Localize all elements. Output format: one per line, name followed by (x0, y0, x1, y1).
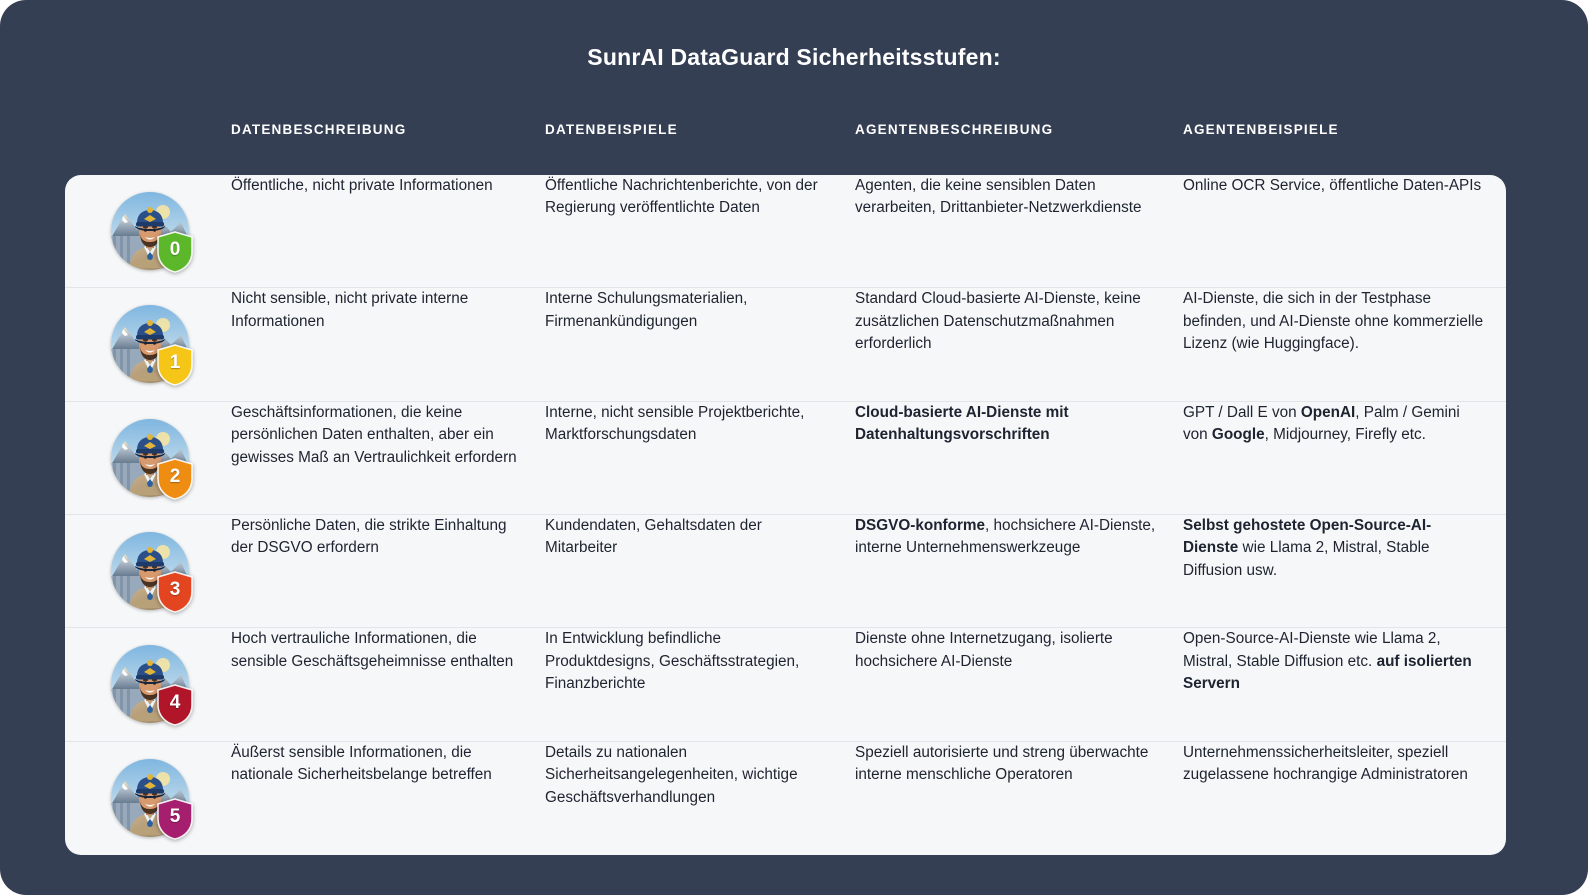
cell-datenbeschreibung: Öffentliche, nicht private Informationen (231, 177, 493, 194)
cell-datenbeschreibung: Nicht sensible, nicht private interne Informationen (231, 290, 469, 330)
cell-datenbeispiele: In Entwicklung befindliche Produktdesigns, Geschäftsstrategien, Finanzberichte (545, 630, 800, 693)
level-avatar-cell (65, 402, 231, 514)
table-row (65, 515, 1506, 628)
cell-datenbeschreibung: Persönliche Daten, die strikte Einhaltung der DSGVO erfordern (231, 516, 507, 557)
avatar (111, 419, 189, 497)
cell-agentenbeispiele: Selbst gehostete Open-Source-AI-Dienste wie Llama 2, Mistral, Stable Diffusion usw. (1183, 516, 1432, 579)
table-row (65, 628, 1506, 741)
security-level-number: 0 (169, 239, 181, 261)
table-row (65, 175, 1506, 288)
cell-datenbeispiele: Interne, nicht sensible Projektberichte, Marktforschungsdaten (545, 403, 805, 444)
table-row (65, 402, 1506, 515)
level-avatar-cell (65, 288, 231, 400)
cell-agentenbeschreibung: Cloud-basierte AI-Dienste mit Datenhaltungsvorschriften (855, 403, 1069, 444)
shield-icon (156, 798, 194, 840)
security-level-number: 1 (169, 352, 181, 374)
shield-icon (156, 458, 194, 500)
table-row (65, 742, 1506, 855)
avatar (111, 305, 189, 383)
column-header-datenbeschreibung: DATENBESCHREIBUNG (231, 122, 407, 137)
table-row (65, 288, 1506, 401)
security-level-number: 5 (169, 806, 181, 828)
shield-icon (156, 344, 194, 386)
avatar (111, 532, 189, 610)
shield-icon (156, 684, 194, 726)
security-level-number: 2 (169, 465, 181, 487)
cell-agentenbeschreibung: Standard Cloud-basierte AI-Dienste, keine zusätzlichen Datenschutzmaßnahmen erforderlich (855, 290, 1141, 353)
level-avatar-cell (65, 515, 231, 627)
avatar (111, 192, 189, 270)
cell-datenbeschreibung: Hoch vertrauliche Informationen, die sensible Geschäftsgeheimnisse enthalten (231, 630, 514, 670)
cell-datenbeschreibung: Äußerst sensible Informationen, die nationale Sicherheitsbelange betreffen (231, 743, 492, 784)
level-avatar-cell (65, 628, 231, 740)
cell-datenbeispiele: Interne Schulungsmaterialien, Firmenankündigungen (545, 290, 748, 330)
column-headers (0, 122, 1588, 146)
cell-datenbeispiele: Kundendaten, Gehaltsdaten der Mitarbeiter (545, 516, 762, 557)
column-header-agentenbeschreibung: AGENTENBESCHREIBUNG (855, 122, 1054, 137)
security-level-number: 4 (169, 692, 181, 714)
column-header-datenbeispiele: DATENBEISPIELE (545, 122, 678, 137)
security-levels-table (65, 175, 1506, 855)
shield-icon (156, 571, 194, 613)
cell-agentenbeschreibung: DSGVO-konforme, hochsichere AI-Dienste, interne Unternehmenswerkzeuge (855, 516, 1156, 557)
avatar (111, 645, 189, 723)
cell-agentenbeschreibung: Speziell autorisierte und streng überwachte interne menschliche Operatoren (855, 743, 1149, 784)
cell-agentenbeispiele: AI-Dienste, die sich in der Testphase befinden, und AI-Dienste ohne kommerzielle Lizenz (wie Huggingface). (1183, 290, 1484, 353)
cell-datenbeschreibung: Geschäftsinformationen, die keine persönlichen Daten enthalten, aber ein gewisses Maß an Vertraulichkeit erfordern (231, 403, 517, 466)
cell-agentenbeschreibung: Dienste ohne Internetzugang, isolierte hochsichere AI-Dienste (855, 630, 1113, 670)
cell-datenbeispiele: Details zu nationalen Sicherheitsangelegenheiten, wichtige Geschäftsverhandlungen (545, 743, 798, 806)
avatar (111, 759, 189, 837)
shield-icon (156, 231, 194, 273)
cell-agentenbeispiele: Unternehmenssicherheitsleiter, speziell zugelassene hochrangige Administratoren (1183, 743, 1468, 784)
cell-agentenbeispiele: Online OCR Service, öffentliche Daten-APIs (1183, 177, 1482, 194)
level-avatar-cell (65, 175, 231, 287)
column-header-agentenbeispiele: AGENTENBEISPIELE (1183, 122, 1339, 137)
security-level-number: 3 (169, 579, 181, 601)
page-title: SunrAI DataGuard Sicherheitsstufen: (587, 44, 1001, 70)
level-avatar-cell (65, 742, 231, 855)
cell-agentenbeschreibung: Agenten, die keine sensiblen Daten verarbeiten, Drittanbieter-Netzwerkdienste (855, 177, 1142, 217)
cell-datenbeispiele: Öffentliche Nachrichtenberichte, von der Regierung veröffentlichte Daten (545, 177, 818, 217)
cell-agentenbeispiele: Open-Source-AI-Dienste wie Llama 2, Mistral, Stable Diffusion etc. auf isolierten Servern (1183, 630, 1472, 693)
cell-agentenbeispiele: GPT / Dall E von OpenAI, Palm / Gemini von Google, Midjourney, Firefly etc. (1183, 403, 1460, 444)
